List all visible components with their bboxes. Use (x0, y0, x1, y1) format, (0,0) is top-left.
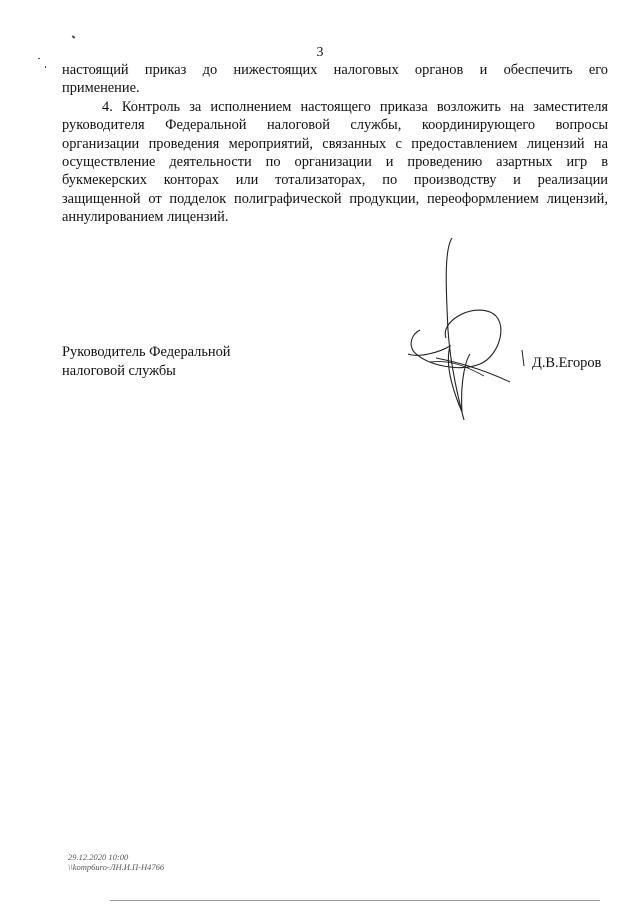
paragraph-1 (62, 61, 608, 98)
signer-title-line: налоговой службы (62, 362, 176, 379)
scan-artifact (45, 66, 46, 68)
text-line: организации проведения мероприятий, связанных с предоставлением лицензий на (62, 135, 608, 152)
paragraph-4 (62, 98, 608, 227)
signer-name: Д.В.Егоров (532, 355, 602, 371)
page-number: 3 (316, 45, 324, 60)
footer-metadata (68, 852, 164, 872)
text-line: руководителя Федеральной налоговой службы, координирующего вопросы (62, 117, 608, 134)
scan-edge-line (110, 900, 600, 901)
footer-timestamp: 29.12.2020 10:00 (68, 852, 129, 862)
text-line: осуществление деятельности по организации и проведению азартных игр в (62, 154, 608, 171)
handwritten-signature (400, 230, 530, 430)
text-line: настоящий приказ до нижестоящих налоговых органов и обеспечить его (62, 62, 608, 78)
scan-artifact (72, 35, 76, 38)
text-line: аннулированием лицензий. (62, 209, 229, 226)
signer-title-line: Руководитель Федеральной (62, 344, 231, 360)
footer-file-path: \\komp6uro-ЛН.И.П-Н4766 (68, 862, 165, 872)
text-line: защищенной от подделок полиграфической продукции, переоформлением лицензий, (62, 190, 608, 207)
signer-title (62, 343, 231, 380)
text-line: применение. (62, 80, 140, 97)
text-line: 4. Контроль за исполнением настоящего приказа возложить на заместителя (102, 98, 608, 115)
document-body (62, 61, 608, 227)
text-line: букмекерских конторах или тотализаторах, по производству и реализации (62, 172, 608, 189)
